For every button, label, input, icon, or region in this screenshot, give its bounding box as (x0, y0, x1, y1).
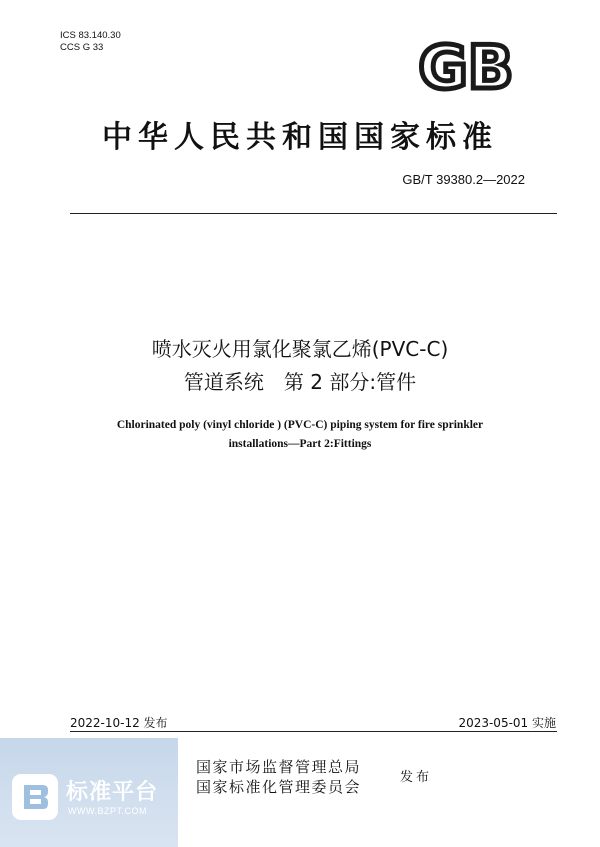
country-standard-title: 中华人民共和国国家标准 (102, 120, 498, 155)
issue-date: 2022-10-12 发布 (70, 716, 168, 730)
gb-logo (405, 38, 527, 92)
implementation-date: 2023-05-01 实施 (458, 716, 556, 730)
ccs-code: CCS G 33 (60, 42, 104, 53)
title-cn-line2: 管道系统 第 2 部分:管件 (183, 370, 417, 394)
issuer-samr: 国家市场监督管理总局 (196, 758, 362, 776)
standard-number: GB/T 39380.2—2022 (402, 172, 525, 187)
issuer-sac: 国家标准化管理委员会 (196, 778, 362, 796)
watermark-panel (0, 738, 178, 847)
publish-label: 发布 (400, 770, 433, 785)
title-cn-line1: 喷水灭火用氯化聚氯乙烯(PVC-C) (151, 337, 449, 361)
bzpt-logo-icon (12, 774, 58, 820)
watermark-name: 标准平台 (66, 780, 159, 805)
title-en-line2: installations—Part 2:Fittings (228, 438, 372, 450)
classification-codes (60, 30, 121, 54)
title-en-line1: Chlorinated poly (vinyl chloride ) (PVC-C) piping system for fire sprinkler (116, 419, 484, 431)
ics-code: ICS 83.140.30 (60, 30, 121, 41)
top-divider (70, 213, 557, 214)
gb-logo-text: GB (418, 38, 514, 92)
bottom-divider (70, 731, 557, 732)
watermark-url: WWW.BZPT.COM (68, 806, 147, 816)
